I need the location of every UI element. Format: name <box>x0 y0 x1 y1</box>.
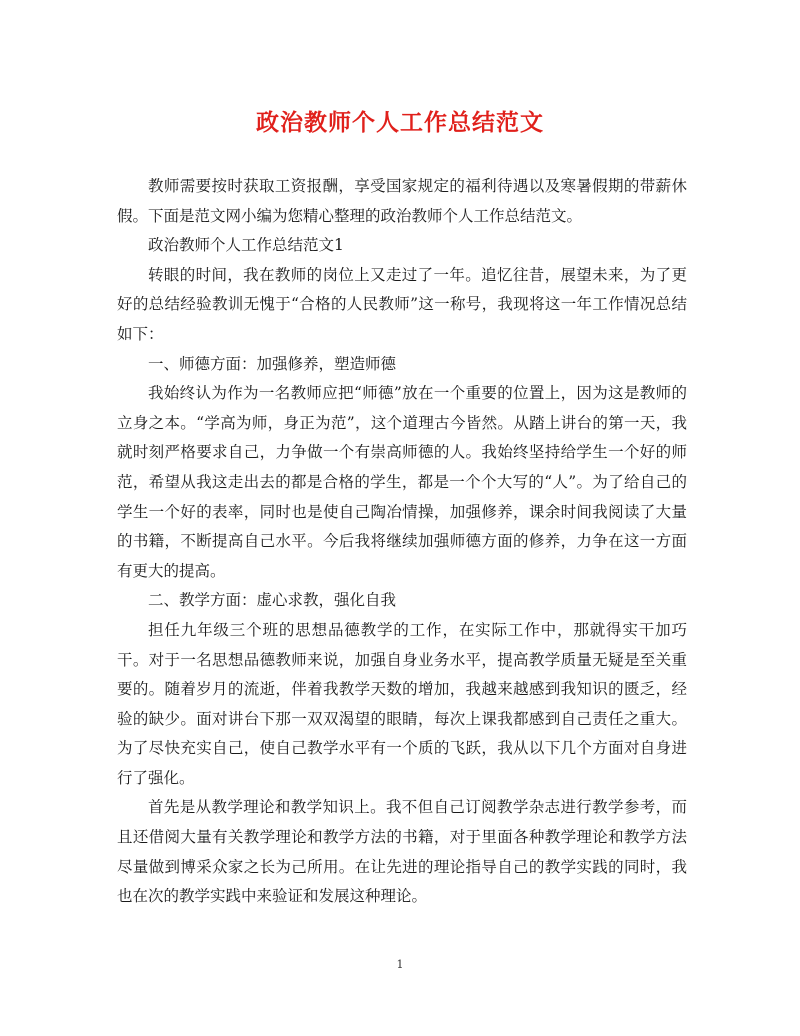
section-subtitle: 政治教师个人工作总结范文1 <box>148 236 344 255</box>
paragraph-theory: 首先是从教学理论和教学知识上。我不但自己订阅教学杂志进行教学参考，而且还借阅大量有关教学理论和教学方法的书籍，对于里面各种教学理论和教学方法尽量做到博采众家之长为己所用。在让先进的理论指导自己的教学实践的同时，我也在次的教学实践中来验证和发展这种理论。 <box>117 798 687 906</box>
page-number: 1 <box>396 958 404 971</box>
section-heading-ethics: 一、师德方面：加强修养，塑造师德 <box>148 354 397 373</box>
page-title: 政治教师个人工作总结范文 <box>256 109 544 136</box>
intro-paragraph: 教师需要按时获取工资报酬，享受国家规定的福利待遇以及寒暑假期的带薪休假。下面是范文网小编为您精心整理的政治教师个人工作总结范文。 <box>117 177 687 225</box>
section-heading-teaching: 二、教学方面：虚心求教，强化自我 <box>148 591 397 610</box>
paragraph-teaching: 担任九年级三个班的思想品德教学的工作，在实际工作中，那就得实干加巧干。对于一名思想品德教师来说，加强自身业务水平，提高教学质量无疑是至关重要的。随着岁月的流逝，伴着我教学天数的增加，我越来越感到我知识的匮乏，经验的缺少。面对讲台下那一双双渴望的眼睛，每次上课我都感到自己责任之重大。为了尽快充实自己，使自己教学水平有一个质的飞跃，我从以下几个方面对自身进行了强化。 <box>117 620 687 787</box>
paragraph-ethics: 我始终认为作为一名教师应把“师德”放在一个重要的位置上，因为这是教师的立身之本。“学高为师，身正为范”，这个道理古今皆然。从踏上讲台的第一天，我就时刻严格要求自己，力争做一个有崇高师德的人。我始终坚持给学生一个好的师范，希望从我这走出去的都是合格的学生，都是一个个大写的“人”。为了给自己的学生一个好的表率，同时也是使自己陶冶情操，加强修养，课余时间我阅读了大量的书籍，不断提高自己水平。今后我将继续加强师德方面的修养，力争在这一方面有更大的提高。 <box>117 384 687 580</box>
document-body <box>117 172 687 912</box>
paragraph-opening: 转眼的时间，我在教师的岗位上又走过了一年。追忆往昔，展望未来，为了更好的总结经验教训无愧于“合格的人民教师”这一称号，我现将这一年工作情况总结如下： <box>117 265 687 343</box>
